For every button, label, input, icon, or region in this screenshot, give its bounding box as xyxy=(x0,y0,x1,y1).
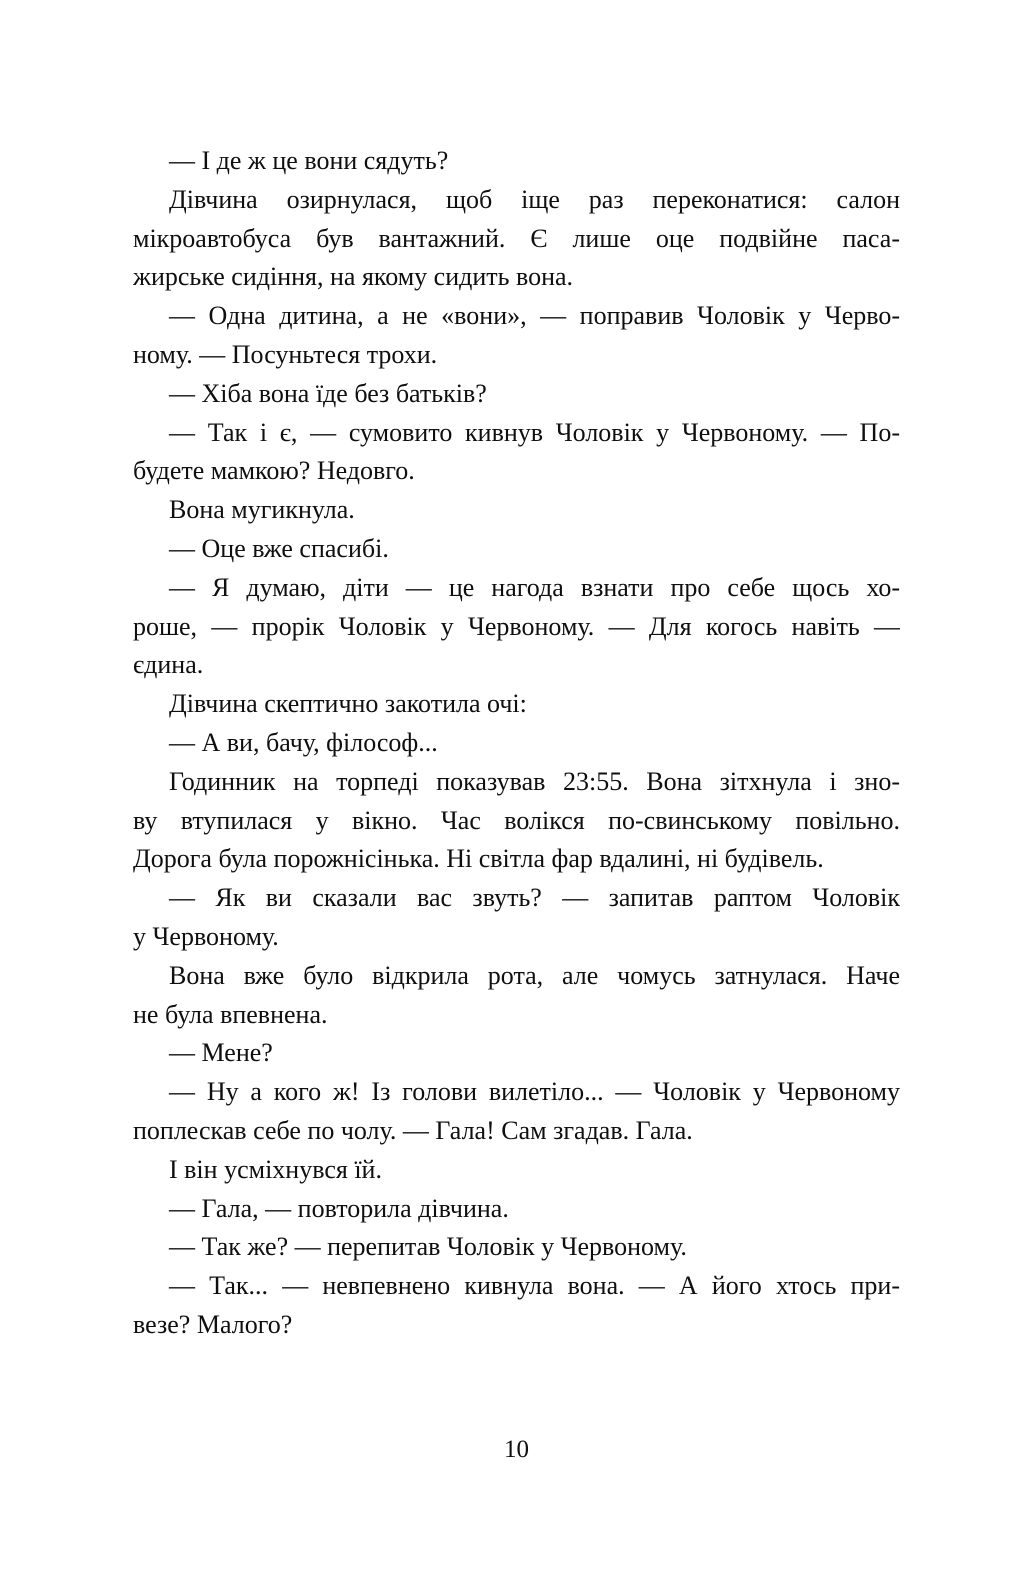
text-line: не була впевнена. xyxy=(133,999,328,1029)
text-line: — Так і є, — сумовито кивнув Чоловік у Червоному. — По- xyxy=(169,417,900,447)
text-line: — Ну а кого ж! Із голови вилетіло... — Чоловік у Червоному xyxy=(169,1077,900,1107)
text-line: Дівчина скептично закотила очі: xyxy=(169,689,527,719)
text-line: мікроавтобуса був вантажний. Є лише оце подвійне паса- xyxy=(133,223,900,253)
page-text xyxy=(133,142,900,1345)
text-line: єдина. xyxy=(133,650,204,680)
text-line: ному. — Посуньтеся трохи. xyxy=(133,339,438,369)
text-line: — Одна дитина, а не «вони», — поправив Чоловік у Черво- xyxy=(169,301,900,331)
text-line: — Гала, — повторила дівчина. xyxy=(169,1193,509,1223)
text-line: роше, — прорік Чоловік у Червоному. — Для когось навіть — xyxy=(133,611,900,641)
text-line: у Червоному. xyxy=(133,921,279,951)
text-line: Вона мугикнула. xyxy=(169,495,355,525)
text-line: — Я думаю, діти — це нагода взнати про себе щось хо- xyxy=(169,572,900,602)
page-number: 10 xyxy=(504,1436,529,1463)
text-line: — А ви, бачу, філософ... xyxy=(169,727,438,757)
text-line: — Оце вже спасибі. xyxy=(169,533,389,563)
text-line: Годинник на торпеді показував 23:55. Вона зітхнула і зно- xyxy=(169,766,900,796)
text-line: І він усміхнувся їй. xyxy=(169,1154,382,1184)
text-line: Дівчина озирнулася, щоб іще раз переконатися: салон xyxy=(169,184,900,214)
text-line: Вона вже було відкрила рота, але чомусь затнулася. Наче xyxy=(169,960,900,990)
text-line: — Як ви сказали вас звуть? — запитав раптом Чоловік xyxy=(169,883,900,913)
text-line: Дорога була порожнісінька. Ні світла фар вдалині, ні будівель. xyxy=(133,844,824,874)
text-line: — Хіба вона їде без батьків? xyxy=(169,378,487,408)
text-line: — Мене? xyxy=(169,1038,273,1068)
text-line: жирське сидіння, на якому сидить вона. xyxy=(133,262,574,292)
text-line: поплескав себе по чолу. — Гала! Сам згадав. Гала. xyxy=(133,1115,693,1145)
text-line: — І де ж це вони сядуть? xyxy=(169,146,449,175)
text-line: будете мамкою? Недовго. xyxy=(133,456,415,486)
text-line: — Так же? — перепитав Чоловік у Червоному. xyxy=(169,1232,687,1262)
text-line: — Так... — невпевнено кивнула вона. — А його хтось при- xyxy=(169,1271,900,1301)
text-line: ву втупилася у вікно. Час волікся по-свинському повільно. xyxy=(133,805,900,835)
text-line: везе? Малого? xyxy=(133,1309,293,1339)
